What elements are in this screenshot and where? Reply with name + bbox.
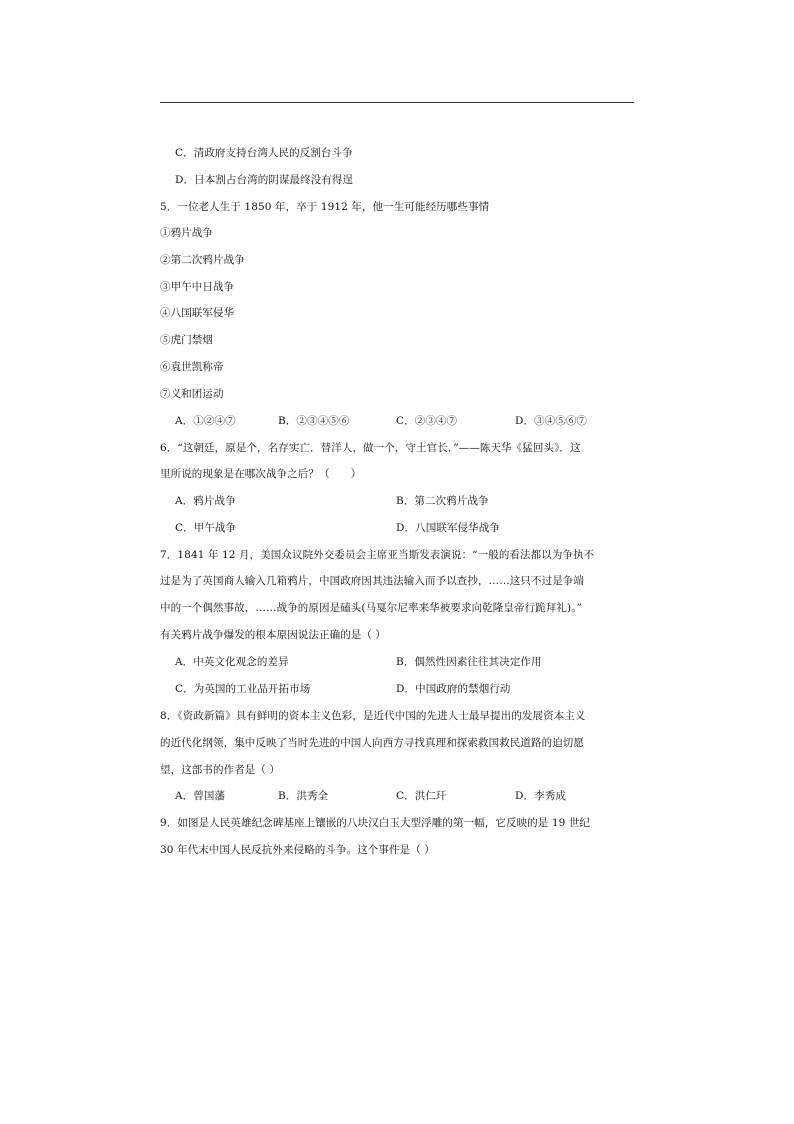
q6-option-b: B．第二次鸦片战争 <box>396 495 489 507</box>
q4-option-c: C．清政府支持台湾人民的反割台斗争 <box>175 147 353 159</box>
q5-item-3: ③甲午中日战争 <box>160 281 235 293</box>
q8-option-a: A．曾国藩 <box>175 790 226 802</box>
q6-option-d: D．八国联军侵华战争 <box>396 522 500 534</box>
q5-item-5: ⑤虎门禁烟 <box>160 334 213 346</box>
q5-item-4: ④八国联军侵华 <box>160 307 235 319</box>
q5-option-c: C．②③④⑦ <box>396 415 458 427</box>
q5-item-1: ①鸦片战争 <box>160 227 213 239</box>
q8-option-b: B．洪秀全 <box>278 790 329 802</box>
q5-option-a: A．①②④⑦ <box>175 415 236 427</box>
q9-stem-line-2: 30 年代末中国人民反抗外来侵略的斗争。这个事件是（ ） <box>160 844 435 856</box>
header-rule <box>160 102 634 103</box>
q5-option-d: D．③④⑤⑥⑦ <box>515 415 588 427</box>
q7-stem-line-3: 中的一个偶然事故，……战争的原因是磕头(马戛尔尼率来华被要求向乾隆皇帝行跪拜礼)。” <box>160 602 583 614</box>
q7-stem-line-4: 有关鸦片战争爆发的根本原因说法正确的是（ ） <box>160 629 387 641</box>
q6-option-c: C．甲午战争 <box>175 522 237 534</box>
q5-stem: 5．一位老人生于 1850 年，卒于 1912 年，他一生可能经历哪些事情 <box>160 201 490 213</box>
q7-option-d: D．中国政府的禁烟行动 <box>396 683 511 695</box>
q6-stem-line-2: 里所说的现象是在哪次战争之后？（ ） <box>160 468 362 480</box>
q8-stem-line-1: 8．《资政新篇》具有鲜明的资本主义色彩，是近代中国的先进人士最早提出的发展资本主义 <box>160 710 586 722</box>
q5-option-b: B．②③④⑤⑥ <box>278 415 350 427</box>
q7-option-c: C．为英国的工业品开拓市场 <box>175 683 311 695</box>
q9-stem-line-1: 9．如图是人民英雄纪念碑基座上镶嵌的八块汉白玉大型浮雕的第一幅，它反映的是 19 世纪 <box>160 817 591 829</box>
q8-stem-line-2: 的近代化纲领，集中反映了当时先进的中国人向西方寻找真理和探索救国救民道路的迫切愿 <box>160 737 584 749</box>
q7-stem-line-1: 7．1841 年 12 月，美国众议院外交委员会主席亚当斯发表演说：“一般的看法都以为争执不 <box>160 549 595 561</box>
q7-option-b: B．偶然性因素往往其决定作用 <box>396 656 542 668</box>
q8-stem-line-3: 望，这部书的作者是（ ） <box>160 764 281 776</box>
q5-item-6: ⑥袁世凯称帝 <box>160 361 224 373</box>
q6-option-a: A．鸦片战争 <box>175 495 236 507</box>
q5-item-7: ⑦义和团运动 <box>160 388 224 400</box>
q7-option-a: A．中英文化观念的差异 <box>175 656 289 668</box>
q8-option-d: D．李秀成 <box>515 790 566 802</box>
q5-item-2: ②第二次鸦片战争 <box>160 254 245 266</box>
q4-option-d: D．日本割占台湾的阴谋最终没有得逞 <box>175 174 354 186</box>
q8-option-c: C．洪仁玕 <box>396 790 447 802</box>
q7-stem-line-2: 过是为了英国商人输入几箱鸦片，中国政府因其违法输入而予以查抄，……这只不过是争端 <box>160 575 584 587</box>
q6-stem-line-1: 6．“这朝廷，原是个，名存实亡．替洋人，做一个，守土官长．”——陈天华《猛回头》．这 <box>160 442 581 454</box>
